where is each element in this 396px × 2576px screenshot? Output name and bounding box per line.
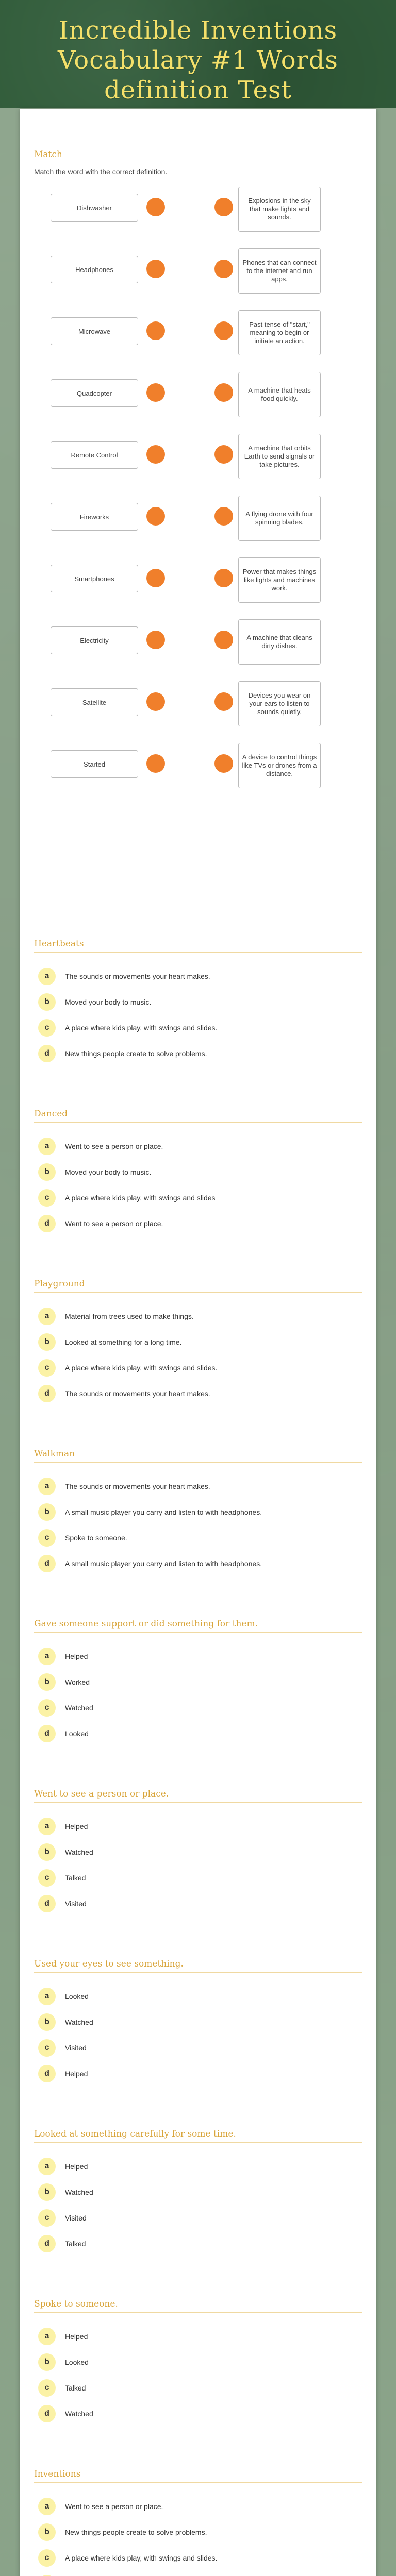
- answer-option[interactable]: [38, 968, 362, 985]
- answer-option[interactable]: [38, 2549, 362, 2567]
- match-word[interactable]: Dishwasher: [51, 194, 138, 222]
- match-pair: [34, 681, 362, 722]
- option-text: Watched: [65, 2410, 93, 2418]
- question-block: [34, 2469, 362, 2576]
- match-connector-dot[interactable]: [146, 692, 165, 711]
- answer-option[interactable]: [38, 1503, 362, 1521]
- match-pair: [34, 557, 362, 599]
- option-text: The sounds or movements your heart makes.: [65, 1389, 210, 1398]
- match-connector-dot[interactable]: [214, 754, 233, 773]
- answer-option[interactable]: [38, 1648, 362, 1665]
- question-title: Looked at something carefully for some time.: [34, 2129, 362, 2143]
- option-letter-badge: d: [38, 2065, 56, 2082]
- answer-option[interactable]: [38, 1019, 362, 1037]
- match-pair: [34, 496, 362, 537]
- option-letter-badge: b: [38, 2353, 56, 2371]
- match-connector-dot[interactable]: [146, 569, 165, 587]
- option-letter-badge: c: [38, 1189, 56, 1207]
- option-letter-badge: a: [38, 2158, 56, 2175]
- match-connector-dot[interactable]: [214, 507, 233, 526]
- answer-option[interactable]: [38, 2039, 362, 2057]
- answer-option[interactable]: [38, 1843, 362, 1861]
- question-block: [34, 1959, 362, 2113]
- match-instruction: Match the word with the correct definition.: [34, 167, 168, 176]
- answer-option[interactable]: [38, 1478, 362, 1495]
- match-pairs: [34, 187, 362, 851]
- option-text: The sounds or movements your heart makes.: [65, 1482, 210, 1490]
- option-text: A place where kids play, with swings and slides.: [65, 1024, 218, 1032]
- answer-option[interactable]: [38, 2405, 362, 2422]
- option-text: Visited: [65, 2044, 87, 2052]
- option-text: Helped: [65, 2332, 88, 2341]
- match-definition[interactable]: Past tense of "start," meaning to begin or initiate an action.: [238, 310, 321, 355]
- answer-option[interactable]: [38, 1163, 362, 1181]
- match-word[interactable]: Quadcopter: [51, 379, 138, 407]
- answer-option[interactable]: [38, 1555, 362, 1572]
- option-letter-badge: d: [38, 1895, 56, 1912]
- option-letter-badge: a: [38, 1138, 56, 1155]
- answer-option[interactable]: [38, 2065, 362, 2082]
- match-connector-dot[interactable]: [146, 445, 165, 464]
- match-connector-dot[interactable]: [214, 321, 233, 340]
- match-word[interactable]: Started: [51, 750, 138, 778]
- answer-option[interactable]: [38, 1895, 362, 1912]
- option-text: Went to see a person or place.: [65, 2502, 163, 2511]
- match-connector-dot[interactable]: [146, 631, 165, 649]
- answer-option[interactable]: [38, 2235, 362, 2252]
- option-text: New things people create to solve problems.: [65, 2528, 207, 2536]
- option-letter-badge: a: [38, 968, 56, 985]
- answer-option[interactable]: [38, 2379, 362, 2397]
- option-letter-badge: c: [38, 1529, 56, 1547]
- match-definition[interactable]: Phones that can connect to the internet and run apps.: [238, 248, 321, 294]
- option-text: Watched: [65, 1848, 93, 1856]
- option-letter-badge: c: [38, 1359, 56, 1377]
- match-definition[interactable]: A flying drone with four spinning blades.: [238, 496, 321, 541]
- option-letter-badge: d: [38, 1725, 56, 1742]
- match-word[interactable]: Microwave: [51, 317, 138, 345]
- question-block: [34, 1789, 362, 1943]
- match-definition[interactable]: Devices you wear on your ears to listen to sounds quietly.: [238, 681, 321, 726]
- option-text: Helped: [65, 1652, 88, 1660]
- option-text: Spoke to someone.: [65, 1534, 127, 1542]
- option-letter-badge: a: [38, 2328, 56, 2345]
- option-letter-badge: a: [38, 1648, 56, 1665]
- answer-option[interactable]: [38, 1189, 362, 1207]
- option-letter-badge: b: [38, 1333, 56, 1351]
- question-title: Spoke to someone.: [34, 2299, 362, 2313]
- match-definition[interactable]: A device to control things like TVs or drones from a distance.: [238, 743, 321, 788]
- option-text: Looked: [65, 1992, 89, 2001]
- option-letter-badge: a: [38, 1308, 56, 1325]
- option-text: Went to see a person or place.: [65, 1219, 163, 1228]
- match-definition[interactable]: A machine that cleans dirty dishes.: [238, 619, 321, 665]
- option-letter-badge: d: [38, 2235, 56, 2252]
- multiple-choice-questions: [34, 939, 362, 2576]
- option-text: Watched: [65, 2018, 93, 2026]
- answer-option[interactable]: [38, 1529, 362, 1547]
- match-connector-dot[interactable]: [214, 383, 233, 402]
- match-connector-dot[interactable]: [146, 260, 165, 278]
- match-connector-dot[interactable]: [146, 198, 165, 216]
- option-letter-badge: b: [38, 1503, 56, 1521]
- worksheet-paper: [20, 109, 376, 2576]
- question-title: Walkman: [34, 1449, 362, 1463]
- option-text: Watched: [65, 1704, 93, 1712]
- answer-option[interactable]: [38, 1673, 362, 1691]
- question-title: Inventions: [34, 2469, 362, 2483]
- option-text: Helped: [65, 2162, 88, 2171]
- question-title: Playground: [34, 1279, 362, 1293]
- option-letter-badge: c: [38, 2549, 56, 2567]
- option-text: Helped: [65, 1822, 88, 1831]
- option-text: Looked: [65, 1730, 89, 1738]
- answer-option[interactable]: [38, 993, 362, 1011]
- answer-option[interactable]: [38, 2209, 362, 2227]
- match-connector-dot[interactable]: [214, 198, 233, 216]
- match-connector-dot[interactable]: [146, 754, 165, 773]
- option-text: Helped: [65, 2070, 88, 2078]
- option-text: Watched: [65, 2188, 93, 2196]
- question-title: Heartbeats: [34, 939, 362, 953]
- match-pair: [34, 187, 362, 228]
- answer-option[interactable]: [38, 2353, 362, 2371]
- option-letter-badge: d: [38, 1555, 56, 1572]
- question-title: Danced: [34, 1109, 362, 1123]
- option-letter-badge: c: [38, 2209, 56, 2227]
- option-letter-badge: d: [38, 1215, 56, 1232]
- match-title: Match: [34, 149, 362, 163]
- option-text: Talked: [65, 2384, 86, 2392]
- match-pair: [34, 434, 362, 475]
- option-text: Talked: [65, 1874, 86, 1882]
- option-letter-badge: c: [38, 2039, 56, 2057]
- answer-option[interactable]: [38, 1045, 362, 1062]
- answer-option[interactable]: [38, 1308, 362, 1325]
- match-connector-dot[interactable]: [214, 569, 233, 587]
- match-word[interactable]: Electricity: [51, 626, 138, 654]
- option-text: Visited: [65, 1900, 87, 1908]
- answer-option[interactable]: [38, 2158, 362, 2175]
- match-pair: [34, 743, 362, 784]
- match-connector-dot[interactable]: [146, 321, 165, 340]
- worksheet-title: Incredible Inventions Vocabulary #1 Words definition Test: [58, 16, 338, 105]
- option-letter-badge: c: [38, 1869, 56, 1887]
- answer-option[interactable]: [38, 1215, 362, 1232]
- option-letter-badge: b: [38, 993, 56, 1011]
- question-title: Gave someone support or did something for them.: [34, 1619, 362, 1633]
- match-connector-dot[interactable]: [214, 260, 233, 278]
- answer-option[interactable]: [38, 1818, 362, 1835]
- match-pair: [34, 248, 362, 290]
- question-block: [34, 2299, 362, 2453]
- option-letter-badge: a: [38, 1478, 56, 1495]
- answer-option[interactable]: [38, 2498, 362, 2515]
- option-text: A small music player you carry and listen to with headphones.: [65, 1508, 262, 1516]
- answer-option[interactable]: [38, 1359, 362, 1377]
- option-text: Went to see a person or place.: [65, 1142, 163, 1150]
- match-connector-dot[interactable]: [214, 445, 233, 464]
- option-text: A place where kids play, with swings and slides.: [65, 2554, 218, 2562]
- option-letter-badge: c: [38, 1699, 56, 1717]
- option-text: Talked: [65, 2240, 86, 2248]
- option-text: A place where kids play, with swings and slides: [65, 1194, 216, 1202]
- question-block: [34, 1109, 362, 1263]
- match-word[interactable]: Smartphones: [51, 565, 138, 592]
- option-text: A place where kids play, with swings and slides.: [65, 1364, 218, 1372]
- match-definition[interactable]: A machine that orbits Earth to send signals or take pictures.: [238, 434, 321, 479]
- option-text: Moved your body to music.: [65, 1168, 152, 1176]
- answer-option[interactable]: [38, 2013, 362, 2031]
- match-pair: [34, 372, 362, 413]
- match-definition[interactable]: A machine that heats food quickly.: [238, 372, 321, 417]
- question-title: Went to see a person or place.: [34, 1789, 362, 1803]
- option-text: Visited: [65, 2214, 87, 2222]
- question-block: [34, 1279, 362, 1433]
- question-block: [34, 1619, 362, 1773]
- option-text: New things people create to solve problems.: [65, 1049, 207, 1058]
- answer-option[interactable]: [38, 1699, 362, 1717]
- option-letter-badge: c: [38, 1019, 56, 1037]
- option-letter-badge: b: [38, 2523, 56, 2541]
- option-letter-badge: a: [38, 1818, 56, 1835]
- answer-option[interactable]: [38, 1869, 362, 1887]
- match-connector-dot[interactable]: [214, 692, 233, 711]
- answer-option[interactable]: [38, 1988, 362, 2005]
- answer-option[interactable]: [38, 2328, 362, 2345]
- question-block: [34, 1449, 362, 1603]
- match-definition[interactable]: Explosions in the sky that make lights and sounds.: [238, 187, 321, 232]
- answer-option[interactable]: [38, 1333, 362, 1351]
- option-text: The sounds or movements your heart makes.: [65, 972, 210, 980]
- question-title: Used your eyes to see something.: [34, 1959, 362, 1973]
- option-letter-badge: b: [38, 1163, 56, 1181]
- option-letter-badge: d: [38, 1045, 56, 1062]
- answer-option[interactable]: [38, 1385, 362, 1402]
- question-block: [34, 939, 362, 1093]
- match-pair: [34, 619, 362, 660]
- match-word[interactable]: Satellite: [51, 688, 138, 716]
- option-letter-badge: c: [38, 2379, 56, 2397]
- option-letter-badge: a: [38, 2498, 56, 2515]
- option-letter-badge: a: [38, 1988, 56, 2005]
- answer-option[interactable]: [38, 1725, 362, 1742]
- match-definition[interactable]: Power that makes things like lights and machines work.: [238, 557, 321, 603]
- option-letter-badge: b: [38, 1673, 56, 1691]
- question-block: [34, 2129, 362, 2283]
- answer-option[interactable]: [38, 2523, 362, 2541]
- match-word[interactable]: Remote Control: [51, 441, 138, 469]
- option-letter-badge: b: [38, 2183, 56, 2201]
- match-connector-dot[interactable]: [214, 631, 233, 649]
- match-connector-dot[interactable]: [146, 383, 165, 402]
- match-pair: [34, 310, 362, 351]
- option-text: A small music player you carry and listen to with headphones.: [65, 1560, 262, 1568]
- option-letter-badge: b: [38, 1843, 56, 1861]
- option-text: Looked: [65, 2358, 89, 2366]
- option-letter-badge: d: [38, 1385, 56, 1402]
- match-word[interactable]: Headphones: [51, 256, 138, 283]
- option-text: Worked: [65, 1678, 90, 1686]
- answer-option[interactable]: [38, 2183, 362, 2201]
- option-text: Looked at something for a long time.: [65, 1338, 182, 1346]
- page-header: [0, 0, 396, 108]
- match-word[interactable]: Fireworks: [51, 503, 138, 531]
- option-text: Material from trees used to make things.: [65, 1312, 194, 1320]
- option-letter-badge: d: [38, 2405, 56, 2422]
- answer-option[interactable]: [38, 1138, 362, 1155]
- match-connector-dot[interactable]: [146, 507, 165, 526]
- option-letter-badge: b: [38, 2013, 56, 2031]
- option-text: Moved your body to music.: [65, 998, 152, 1006]
